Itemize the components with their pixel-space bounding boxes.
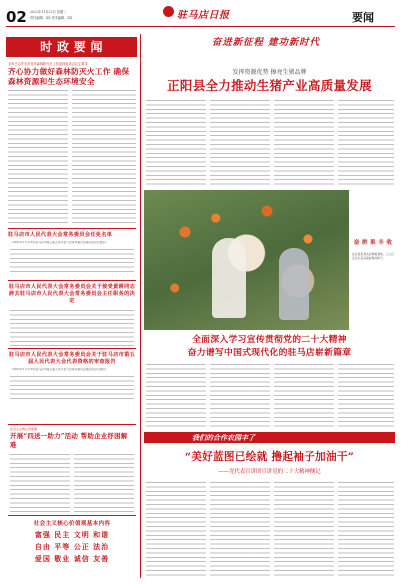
story2-title: 驻马店市人民代表大会常务委员会任免名单 [8,232,113,238]
mid-body-col3 [274,364,334,428]
column-rule [140,34,141,578]
divider [8,515,136,516]
editor-line: 责任编辑：XX 美术编辑：XX [30,16,72,20]
photo-caption-body: 在汝南县某农业种植基地，工人们正在忙着采摘成熟的柿子。 [352,252,394,260]
bottom-body-col3 [274,482,334,576]
header-rule [6,26,395,27]
mid-body-col2 [210,364,270,428]
page-header [0,0,401,42]
person-2 [279,248,309,320]
main-title: 正阳县全力推动生猪产业高质量发展 [167,78,372,93]
story3-body [10,310,134,346]
divider [8,424,136,425]
divider [8,228,136,229]
story5-title: 开展“四送一助力”活动 帮助企业纾困解难 [10,432,128,449]
date-line: 2022年11月22日 星期二 [30,10,67,14]
story2-sub: （2022年11月18日驻马店市第五届人民代表大会常务委员会第四次会议通过） [10,241,109,244]
story3-title: 驻马店市人民代表大会常务委员会关于接受黄耕同志辞去驻马店市人民代表大会常务委员会主任职务的决定 [8,284,136,304]
slogan: 奋进新征程 建功新时代 [212,37,321,48]
story1-body [8,90,68,226]
story1-kicker: 全市已召开全市务牢森林防灭火工作电视电话会议主要求 [8,62,88,66]
mid-body-col1 [146,364,206,428]
values-row: 富强 民主 文明 和谐 [34,530,110,539]
harvest-photo [144,190,349,330]
divider [8,280,136,281]
story1-title: 齐心协力做好森林防灭火工作 确保森林资源和生态环境安全 [8,67,130,86]
page-number: 02 [6,8,27,26]
main-body-col3 [274,100,334,186]
mid-title-line2: 奋力谱写中国式现代化的驻马店崭新篇章 [187,348,352,358]
bottom-banner [144,432,395,443]
main-kicker: 发挥资源优势 擦亮生猪品牌 [232,69,307,76]
story5-kicker: 社会主义核心价值观 [10,427,38,431]
bottom-subtitle: ——党代表宣讲团宣讲党的二十大精神侧记 [218,469,321,475]
mid-title-line1: 全面深入学习宣传贯彻党的二十大精神 [192,335,347,345]
values-title: 社会主义核心价值观基本内容 [33,521,111,527]
story5-body [10,454,70,512]
mid-body-col4 [338,364,394,428]
main-body-col1 [146,100,206,186]
person-1 [212,238,246,318]
story4-body [10,376,134,402]
story4-sub: （2022年11月18日驻马店市第五届人民代表大会常务委员会第四次会议通过） [10,368,109,371]
values-row: 爱国 敬业 诚信 友善 [34,554,110,563]
photo-caption: 奋 拼 果 丰 收 [353,240,393,246]
bottom-body-col2 [210,482,270,576]
bottom-banner-label: 我们的合作农园丰了 [192,433,255,442]
divider [8,348,136,349]
masthead: 驻马店日报 [177,10,230,21]
masthead-logo-icon [163,6,174,17]
bottom-title: “美好蓝图已绘就 撸起袖子加油干” [184,451,355,463]
main-body-col2 [210,100,270,186]
story1-body-2 [72,90,136,226]
story5-body-2 [74,454,134,512]
bottom-body-col4 [338,482,394,576]
section-name: 要闻 [352,11,374,24]
section-banner: 时 政 要 闻 [6,37,137,57]
main-body-col4 [338,100,394,186]
bottom-body-col1 [146,482,206,576]
story4-title: 驻马店市人民代表大会常务委员会关于驻马店市第五届人民代表大会代表资格的审查报告 [8,352,136,365]
story2-body [10,249,134,273]
values-row: 自由 平等 公正 法治 [34,542,110,551]
